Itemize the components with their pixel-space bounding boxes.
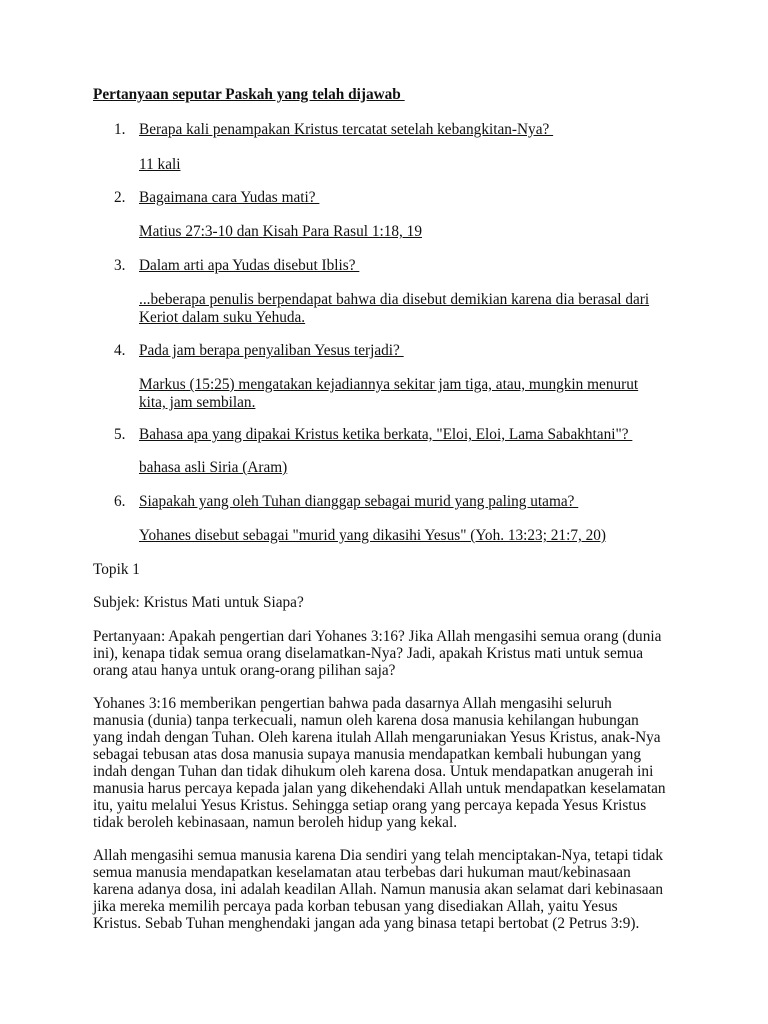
qa-number: 1. <box>114 121 126 138</box>
qa-answer: bahasa asli Siria (Aram) <box>139 459 288 476</box>
qa-question: Siapakah yang oleh Tuhan dianggap sebagai murid yang paling utama? <box>139 493 579 510</box>
qa-answer: Matius 27:3-10 dan Kisah Para Rasul 1:18, 19 <box>139 223 422 240</box>
qa-answer: Yohanes disebut sebagai "murid yang dikasihi Yesus" (Yoh. 13:23; 21:7, 20) <box>139 527 607 544</box>
question-paragraph: Pertanyaan: Apakah pengertian dari Yohanes 3:16? Jika Allah mengasihi semua orang (dunia ini), kenapa tidak semua orang diselamatkan-Nya? Jadi, apakah Kristus mati untuk semua orang atau hanya untuk orang-orang pilihan saja? <box>93 628 662 679</box>
qa-number: 3. <box>114 257 126 274</box>
qa-number: 2. <box>114 189 126 206</box>
answer-paragraph-1: Yohanes 3:16 memberikan pengertian bahwa pada dasarnya Allah mengasihi seluruh manusia (dunia) tanpa terkecuali, namun oleh karena dosa manusia kehilangan hubungan yang indah dengan Tuhan. Oleh karena itulah Allah mengaruniakan Yesus Kristus, anak-Nya sebagai tebusan atas dosa manusia supaya manusia mendapatkan kembali hubungan yang indah dengan Tuhan dan tidak dihukum oleh karena dosa. Untuk mendapatkan anugerah ini manusia harus percaya kepada jalan yang dikehendaki Allah untuk mendapatkan keselamatan itu, yaitu melalui Yesus Kristus. Sehingga setiap orang yang percaya kepada Yesus Kristus tidak beroleh kebinasaan, namun beroleh hidup yang kekal. <box>93 695 666 831</box>
qa-answer: Markus (15:25) mengatakan kejadiannya sekitar jam tiga, atau, mungkin menurut kita, jam sembilan. <box>139 376 639 411</box>
qa-question: Dalam arti apa Yudas disebut Iblis? <box>139 257 360 274</box>
answer-paragraph-2: Allah mengasihi semua manusia karena Dia sendiri yang telah menciptakan-Nya, tetapi tidak semua manusia mendapatkan keselamatan atau terbebas dari hukuman maut/kebinasaan karena adanya dosa, ini adalah keadilan Allah. Namun manusia akan selamat dari kebinasaan jika mereka memilih percaya pada korban tebusan yang disediakan Allah, yaitu Yesus Kristus. Sebab Tuhan menghendaki jangan ada yang binasa tetapi bertobat (2 Petrus 3:9). <box>93 847 664 932</box>
qa-answer: ...beberapa penulis berpendapat bahwa dia disebut demikian karena dia berasal dari Keriot dalam suku Yehuda. <box>139 291 650 326</box>
qa-question: Berapa kali penampakan Kristus tercatat setelah kebangkitan-Nya? <box>139 121 554 138</box>
qa-number: 4. <box>114 342 126 359</box>
qa-answer: 11 kali <box>139 156 181 173</box>
qa-question: Pada jam berapa penyaliban Yesus terjadi? <box>139 342 404 359</box>
qa-question: Bahasa apa yang dipakai Kristus ketika berkata, "Eloi, Eloi, Lama Sabakhtani"? <box>139 426 633 443</box>
subject-line: Subjek: Kristus Mati untuk Siapa? <box>93 594 304 611</box>
qa-number: 5. <box>114 426 126 443</box>
qa-question: Bagaimana cara Yudas mati? <box>139 189 320 206</box>
qa-number: 6. <box>114 493 126 510</box>
topic-label: Topik 1 <box>93 561 140 578</box>
document-heading: Pertanyaan seputar Paskah yang telah dijawab <box>93 86 405 103</box>
